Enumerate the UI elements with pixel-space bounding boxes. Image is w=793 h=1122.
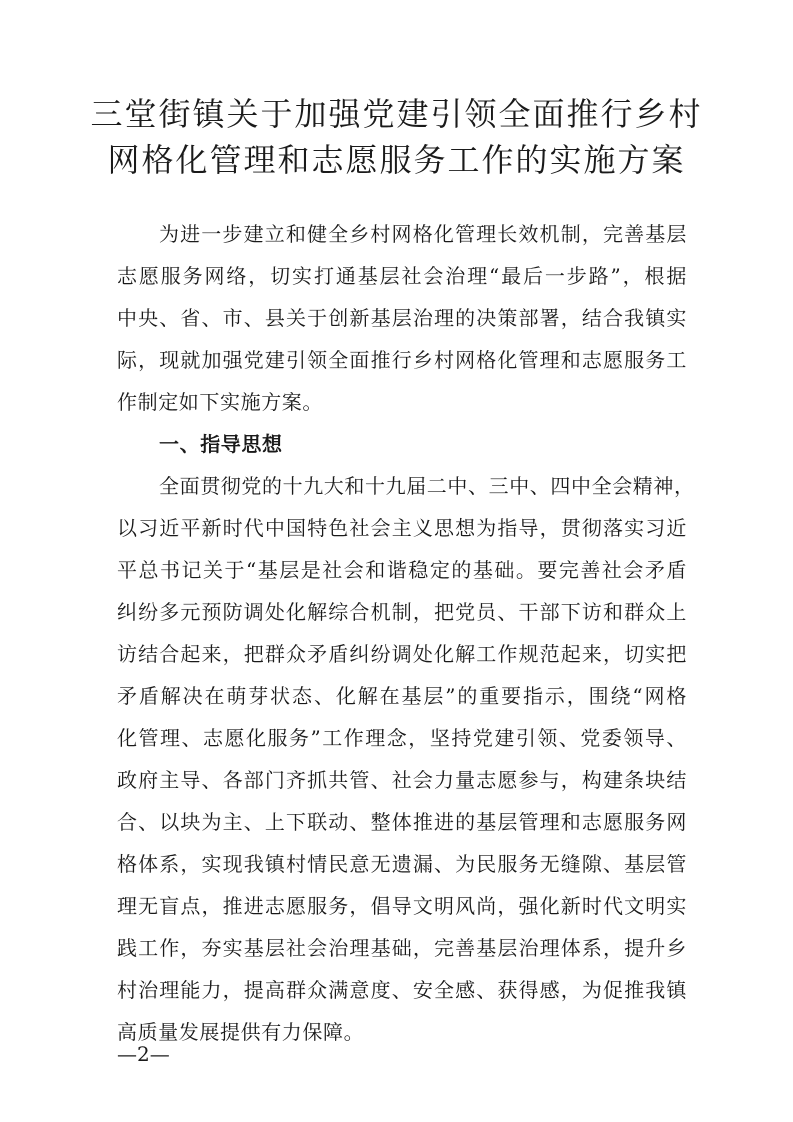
text-line: 践工作，夯实基层社会治理基础，完善基层治理体系，提升乡	[117, 936, 687, 960]
section-heading: 一、指导思想	[159, 432, 283, 456]
document-title-line-2: 网格化管理和志愿服务工作的实施方案	[107, 141, 686, 179]
text-line: 合、以块为主、上下联动、整体推进的基层管理和志愿服务网	[117, 810, 687, 834]
text-line: 志愿服务网络，切实打通基层社会治理“最后一步路”，根据	[117, 264, 687, 288]
intro-paragraph	[117, 213, 687, 423]
text-line: 政府主导、各部门齐抓共管、社会力量志愿参与，构建条块结	[117, 768, 687, 792]
text-line: 际，现就加强党建引领全面推行乡村网格化管理和志愿服务工	[117, 348, 687, 372]
text-line: 全面贯彻党的十九大和十九届二中、三中、四中全会精神，	[159, 474, 695, 498]
text-line: 以习近平新时代中国特色社会主义思想为指导，贯彻落实习近	[117, 516, 687, 540]
text-line: 矛盾解决在萌芽状态、化解在基层”的重要指示，围绕“网格	[117, 684, 687, 708]
text-line: 理无盲点，推进志愿服务，倡导文明风尚，强化新时代文明实	[117, 894, 687, 918]
page-number: —2—	[117, 1042, 170, 1066]
text-line: 纠纷多元预防调处化解综合机制，把党员、干部下访和群众上	[117, 600, 687, 624]
text-line: 访结合起来，把群众矛盾纠纷调处化解工作规范起来，切实把	[117, 642, 687, 666]
text-line: 村治理能力，提高群众满意度、安全感、获得感，为促推我镇	[117, 978, 687, 1002]
text-line: 高质量发展提供有力保障。	[117, 1020, 365, 1044]
text-line: 为进一步建立和健全乡村网格化管理长效机制，完善基层	[159, 222, 687, 246]
document-title-line-1: 三堂街镇关于加强党建引领全面推行乡村	[90, 95, 703, 133]
section-1-paragraph	[117, 465, 695, 1053]
document-body	[117, 213, 695, 1053]
text-line: 格体系，实现我镇村情民意无遗漏、为民服务无缝隙、基层管	[117, 852, 687, 876]
text-line: 化管理、志愿化服务”工作理念，坚持党建引领、党委领导、	[117, 726, 687, 750]
text-line: 平总书记关于“基层是社会和谐稳定的基础。要完善社会矛盾	[117, 558, 687, 582]
text-line: 作制定如下实施方案。	[117, 390, 323, 414]
text-line: 中央、省、市、县关于创新基层治理的决策部署，结合我镇实	[117, 306, 687, 330]
